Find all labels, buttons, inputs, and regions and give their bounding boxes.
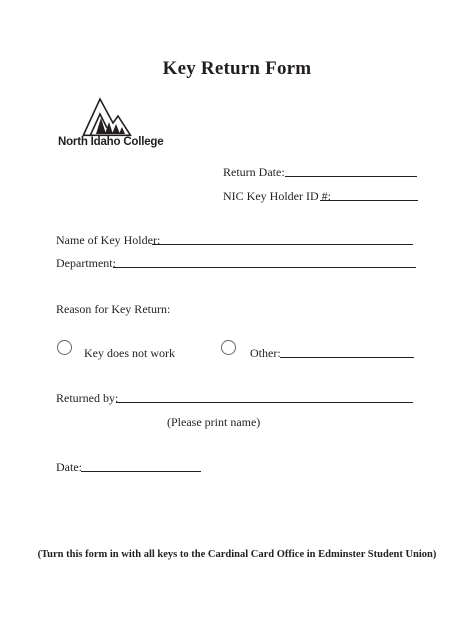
footer-note: (Turn this form in with all keys to the Cardinal Card Office in Edminster Student Union) <box>37 549 437 560</box>
date-label: Date: <box>56 460 82 474</box>
reason-label: Reason for Key Return: <box>56 302 171 316</box>
key-does-not-work-label: Key does not work <box>84 346 175 360</box>
return-date-field[interactable] <box>285 176 417 177</box>
returned-by-label: Returned by: <box>56 391 119 405</box>
date-field[interactable] <box>81 471 201 472</box>
name-field[interactable] <box>152 244 413 245</box>
key-holder-id-label: NIC Key Holder ID #: <box>223 189 331 203</box>
other-radio-icon[interactable] <box>221 340 236 355</box>
logo-text: North Idaho College <box>58 136 164 148</box>
other-label: Other: <box>250 346 281 360</box>
page-title: Key Return Form <box>162 58 312 79</box>
other-field[interactable] <box>280 357 414 358</box>
key-holder-id-field[interactable] <box>320 200 418 201</box>
return-date-label: Return Date: <box>223 165 285 179</box>
returned-by-field[interactable] <box>116 402 413 403</box>
department-field[interactable] <box>113 267 416 268</box>
department-label: Department: <box>56 256 116 270</box>
key-does-not-work-radio-icon[interactable] <box>57 340 72 355</box>
print-name-hint: (Please print name) <box>167 415 261 429</box>
name-label: Name of Key Holder: <box>56 233 161 247</box>
